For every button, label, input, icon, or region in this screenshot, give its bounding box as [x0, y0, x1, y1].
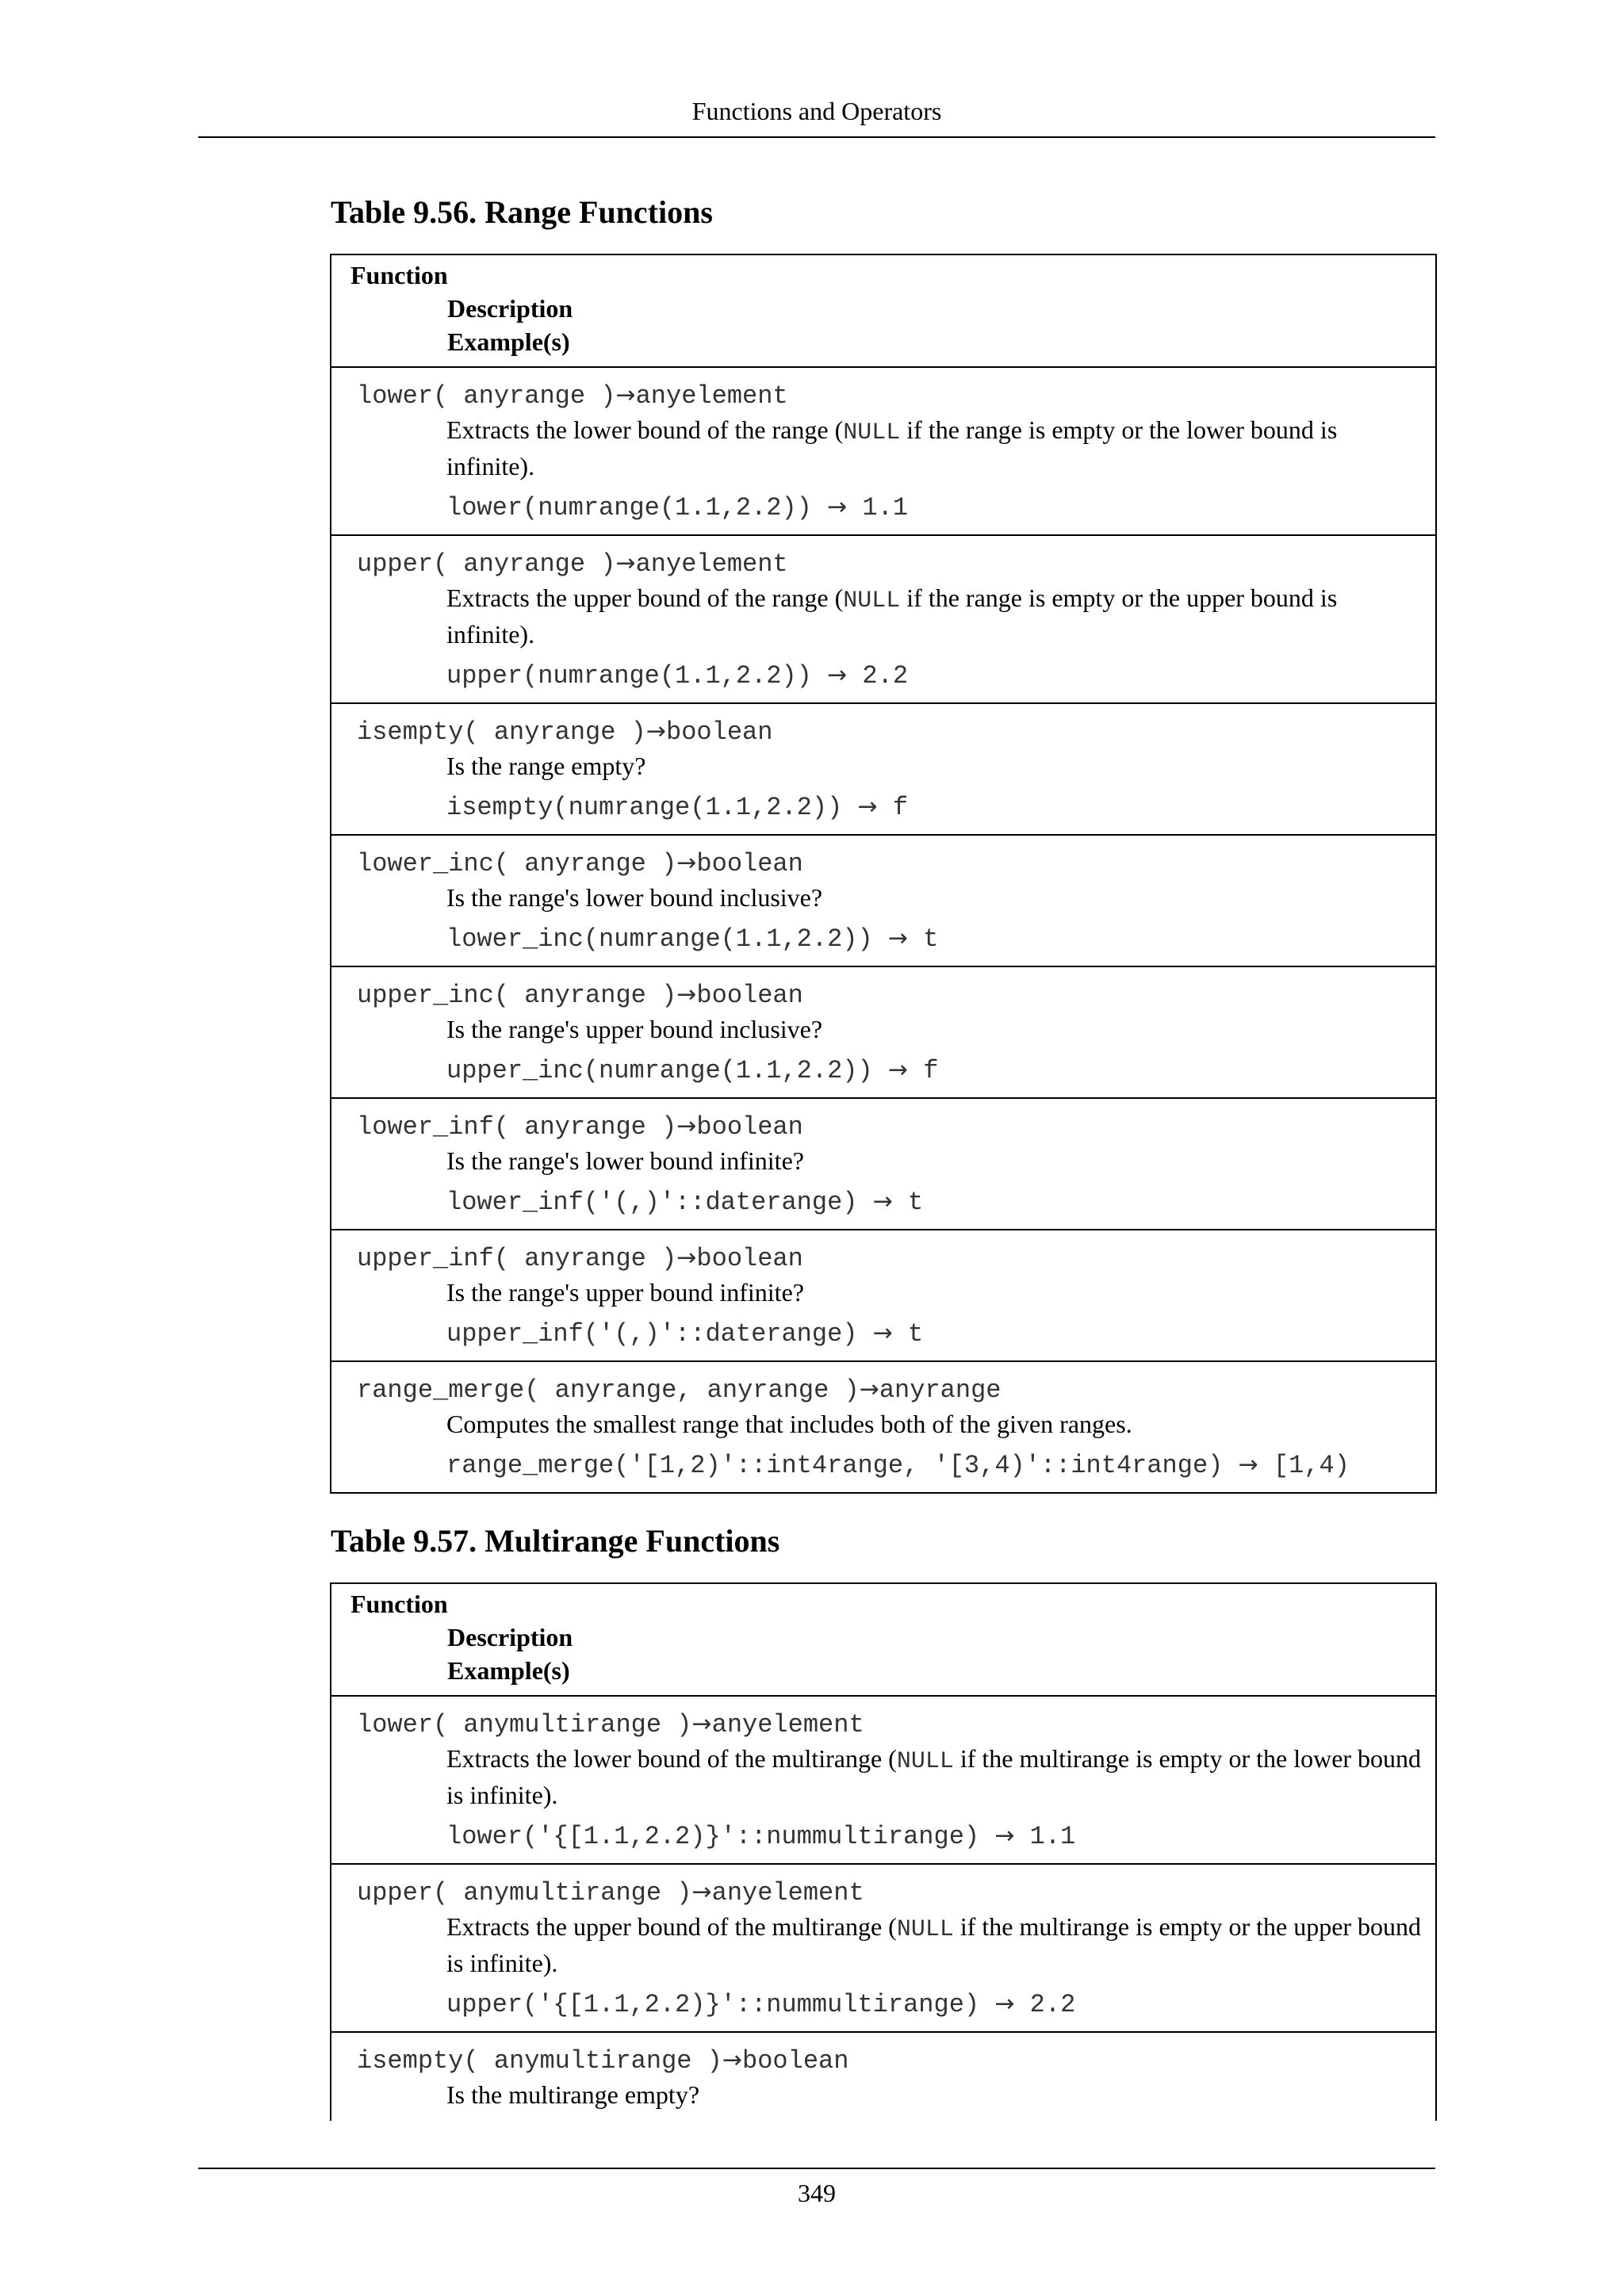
result-arrow-icon: → — [857, 793, 878, 821]
table-row — [331, 834, 1435, 966]
column-header-description: Description — [447, 1623, 573, 1651]
example-code: upper_inf('(,)'::daterange) — [446, 1319, 858, 1349]
function-name: lower_inc — [357, 849, 494, 878]
function-description: Is the range's lower bound inclusive? — [446, 883, 823, 912]
example-result: t — [908, 1188, 924, 1217]
function-example — [357, 659, 1429, 693]
inline-code: NULL — [843, 419, 901, 446]
returns-arrow-icon: → — [676, 849, 697, 877]
function-args: anyrange — [463, 549, 586, 579]
table-row — [331, 1229, 1435, 1360]
function-signature: upper( anyrange )→anyelement — [357, 549, 788, 579]
function-return-type: boolean — [742, 2046, 849, 2076]
page-header: Functions and Operators — [691, 97, 942, 125]
table-row — [331, 2031, 1435, 2121]
table-header — [331, 1584, 1435, 1695]
function-args: anyrange — [524, 849, 646, 878]
result-arrow-icon: → — [872, 1188, 893, 1215]
example-code: lower('{[1.1,2.2)}'::nummultirange) — [446, 1822, 980, 1851]
example-code: lower_inc(numrange(1.1,2.2)) — [446, 924, 873, 954]
example-code: lower_inf('(,)'::daterange) — [446, 1188, 858, 1217]
function-name: lower — [357, 1710, 434, 1739]
function-name: isempty — [357, 2046, 464, 2076]
table-row — [331, 534, 1435, 702]
returns-arrow-icon: → — [859, 1376, 879, 1403]
function-signature: upper( anymultirange )→anyelement — [357, 1878, 864, 1908]
function-name: isempty — [357, 718, 464, 747]
example-result: t — [908, 1319, 924, 1349]
function-signature: upper_inf( anyrange )→boolean — [357, 1244, 803, 1273]
table-row — [331, 366, 1435, 534]
function-description: Extracts the upper bound of the range (NULL if the range is empty or the upper bound is infinite). — [446, 584, 1338, 649]
function-description: Extracts the lower bound of the range (NULL if the range is empty or the lower bound is infinite). — [446, 415, 1338, 480]
function-signature: range_merge( anyrange, anyrange )→anyrange — [357, 1376, 1002, 1405]
example-code: upper('{[1.1,2.2)}'::nummultirange) — [446, 1990, 980, 2019]
result-arrow-icon: → — [872, 1319, 893, 1347]
result-arrow-icon: → — [827, 493, 848, 521]
function-signature: isempty( anyrange )→boolean — [357, 718, 773, 747]
function-name: upper_inf — [357, 1244, 494, 1273]
example-result: 2.2 — [862, 661, 909, 691]
function-return-type: boolean — [666, 718, 773, 747]
returns-arrow-icon: → — [615, 549, 636, 577]
function-signature: lower_inf( anyrange )→boolean — [357, 1112, 803, 1142]
table-row — [331, 1360, 1435, 1492]
example-code: lower(numrange(1.1,2.2)) — [446, 493, 812, 522]
function-args: anymultirange — [463, 1710, 662, 1739]
function-args: anyrange — [524, 1112, 646, 1142]
function-return-type: anyelement — [711, 1878, 864, 1908]
returns-arrow-icon: → — [645, 718, 666, 745]
function-name: upper_inc — [357, 981, 494, 1010]
result-arrow-icon: → — [887, 1056, 909, 1084]
function-example — [357, 1988, 1429, 2022]
function-description: Computes the smallest range that includes both of the given ranges. — [446, 1410, 1132, 1438]
function-name: lower — [357, 381, 434, 411]
function-signature: upper_inc( anyrange )→boolean — [357, 981, 803, 1010]
example-result: t — [923, 924, 939, 954]
inline-code: NULL — [896, 1916, 954, 1943]
function-return-type: boolean — [696, 1112, 803, 1142]
table-header — [331, 255, 1435, 366]
function-args: anyrange, anyrange — [554, 1376, 829, 1405]
function-description: Extracts the lower bound of the multirange (NULL if the multirange is empty or the lower bound is infinite). — [446, 1744, 1422, 1809]
function-example — [357, 1448, 1429, 1483]
result-arrow-icon: → — [827, 661, 848, 689]
returns-arrow-icon: → — [676, 1244, 697, 1272]
header-divider — [198, 136, 1435, 138]
table-row — [331, 1863, 1435, 2031]
function-signature: lower( anymultirange )→anyelement — [357, 1710, 864, 1739]
example-result: f — [923, 1056, 939, 1085]
table-title-range-functions: Table 9.56. Range Functions — [331, 194, 713, 230]
function-name: range_merge — [357, 1376, 525, 1405]
function-return-type: boolean — [696, 1244, 803, 1273]
inline-code: NULL — [896, 1748, 954, 1775]
function-example — [357, 491, 1429, 525]
column-header-examples: Example(s) — [447, 327, 570, 356]
function-return-type: anyrange — [879, 1376, 1002, 1405]
table-row — [331, 702, 1435, 834]
result-arrow-icon: → — [887, 924, 909, 952]
function-args: anyrange — [524, 1244, 646, 1273]
example-result: 2.2 — [1029, 1990, 1076, 2019]
column-header-function: Function — [350, 261, 448, 289]
function-description: Extracts the upper bound of the multirange (NULL if the multirange is empty or the upper bound is infinite). — [446, 1912, 1422, 1977]
function-args: anyrange — [493, 718, 616, 747]
function-name: lower_inf — [357, 1112, 494, 1142]
example-result: [1,4) — [1273, 1451, 1350, 1480]
example-result: 1.1 — [1029, 1822, 1076, 1851]
example-result: 1.1 — [862, 493, 909, 522]
function-example — [357, 1820, 1429, 1854]
function-description: Is the range's lower bound infinite? — [446, 1146, 804, 1175]
returns-arrow-icon: → — [722, 2046, 743, 2074]
example-code: upper(numrange(1.1,2.2)) — [446, 661, 812, 691]
column-header-function: Function — [350, 1590, 448, 1618]
function-description: Is the range's upper bound inclusive? — [446, 1015, 823, 1043]
function-name: upper — [357, 1878, 434, 1908]
page-number: 349 — [798, 2179, 836, 2207]
example-result: f — [892, 793, 909, 822]
returns-arrow-icon: → — [615, 381, 636, 409]
range-functions-table — [330, 254, 1437, 1494]
function-example — [357, 1054, 1429, 1088]
function-args: anymultirange — [463, 1878, 662, 1908]
result-arrow-icon: → — [994, 1990, 1015, 2018]
function-example — [357, 1185, 1429, 1219]
function-name: upper — [357, 549, 434, 579]
table-title-multirange-functions: Table 9.57. Multirange Functions — [331, 1523, 780, 1559]
function-example — [357, 922, 1429, 956]
table-row — [331, 1097, 1435, 1229]
function-signature: isempty( anymultirange )→boolean — [357, 2046, 849, 2076]
example-code: isempty(numrange(1.1,2.2)) — [446, 793, 843, 822]
function-example — [357, 790, 1429, 825]
column-header-description: Description — [447, 294, 573, 323]
function-args: anyrange — [463, 381, 586, 411]
result-arrow-icon: → — [994, 1822, 1015, 1850]
table-row — [331, 966, 1435, 1097]
returns-arrow-icon: → — [676, 981, 697, 1008]
function-args: anyrange — [524, 981, 646, 1010]
example-code: upper_inc(numrange(1.1,2.2)) — [446, 1056, 873, 1085]
example-code: range_merge('[1,2)'::int4range, '[3,4)'::int4range) — [446, 1451, 1224, 1480]
function-description: Is the range's upper bound infinite? — [446, 1278, 804, 1307]
function-return-type: anyelement — [635, 381, 788, 411]
function-signature: lower_inc( anyrange )→boolean — [357, 849, 803, 878]
function-return-type: anyelement — [635, 549, 788, 579]
function-signature: lower( anyrange )→anyelement — [357, 381, 788, 411]
function-description: Is the range empty? — [446, 752, 646, 780]
function-example — [357, 1317, 1429, 1351]
returns-arrow-icon: → — [691, 1710, 712, 1738]
function-return-type: boolean — [696, 981, 803, 1010]
function-args: anymultirange — [493, 2046, 692, 2076]
multirange-functions-table — [330, 1582, 1437, 2121]
function-return-type: anyelement — [711, 1710, 864, 1739]
footer-divider — [198, 2168, 1435, 2169]
function-return-type: boolean — [696, 849, 803, 878]
result-arrow-icon: → — [1238, 1451, 1258, 1479]
function-description: Is the multirange empty? — [446, 2080, 700, 2109]
returns-arrow-icon: → — [691, 1878, 712, 1906]
returns-arrow-icon: → — [676, 1112, 697, 1140]
column-header-examples: Example(s) — [447, 1656, 570, 1685]
table-row — [331, 1695, 1435, 1863]
inline-code: NULL — [843, 587, 901, 614]
